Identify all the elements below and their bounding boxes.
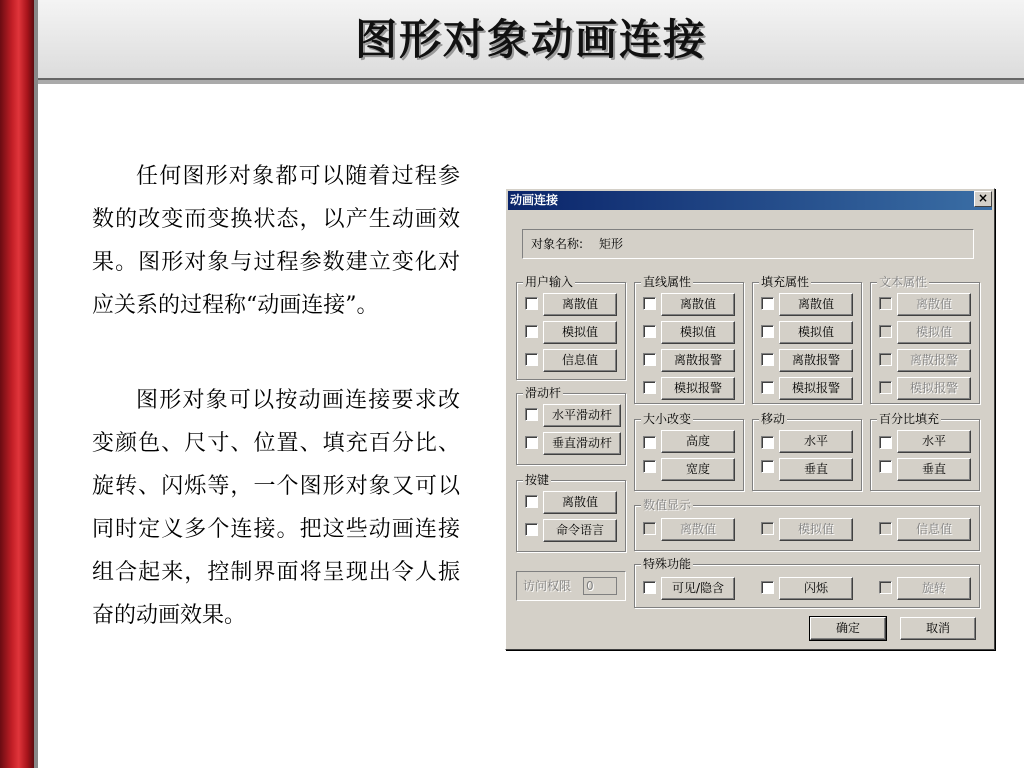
checkbox: [879, 522, 892, 535]
group-slider: [516, 386, 626, 465]
group-line-attr: [634, 275, 744, 404]
group-label: 填充属性: [761, 275, 810, 289]
checkbox[interactable]: [643, 325, 656, 338]
display-info-button: 信息值: [897, 518, 971, 541]
vertical-slider-button[interactable]: 垂直滑动杆: [543, 432, 621, 455]
slide-title-bar: [38, 0, 1024, 80]
object-name-label: 对象名称:: [531, 237, 584, 251]
group-label: 直线属性: [643, 275, 692, 289]
checkbox[interactable]: [879, 460, 892, 473]
checkbox[interactable]: [643, 460, 656, 473]
checkbox: [761, 522, 774, 535]
fill-horizontal-button[interactable]: 水平: [897, 430, 971, 453]
horizontal-slider-button[interactable]: 水平滑动杆: [543, 404, 621, 427]
key-discrete-button[interactable]: 离散值: [543, 491, 617, 514]
group-label: 用户输入: [525, 275, 574, 289]
checkbox[interactable]: [643, 581, 656, 594]
group-user-input: [516, 275, 626, 380]
rotate-button: 旋转: [897, 577, 971, 600]
fill-analog-button[interactable]: 模拟值: [779, 321, 853, 344]
fill-discrete-button[interactable]: 离散值: [779, 293, 853, 316]
access-label: 访问权限: [523, 579, 572, 593]
text-analog-alarm-button: 模拟报警: [897, 377, 971, 400]
line-discrete-alarm-button[interactable]: 离散报警: [661, 349, 735, 372]
object-name-box: [522, 229, 974, 259]
slide-title: 图形对象动画连接: [354, 15, 707, 64]
fill-vertical-button[interactable]: 垂直: [897, 458, 971, 481]
group-size-change: [634, 412, 744, 491]
checkbox[interactable]: [525, 523, 538, 536]
group-label: 百分比填充: [879, 412, 940, 426]
checkbox[interactable]: [643, 353, 656, 366]
close-icon[interactable]: ×: [974, 191, 992, 207]
checkbox[interactable]: [525, 325, 538, 338]
checkbox[interactable]: [761, 325, 774, 338]
group-label: 大小改变: [643, 412, 692, 426]
group-percent-fill: [870, 412, 980, 491]
paragraph-2: 图形对象可以按动画连接要求改变颜色、尺寸、位置、填充百分比、旋转、闪烁等，一个图形对象又可以同时定义多个连接。把这些动画连接组合起来，控制界面将呈现出令人振奋的动画效果。: [92, 388, 460, 628]
checkbox: [643, 522, 656, 535]
group-keys: [516, 473, 626, 552]
text-analog-button: 模拟值: [897, 321, 971, 344]
sidebar-divider: [34, 0, 38, 768]
user-input-discrete-button[interactable]: 离散值: [543, 293, 617, 316]
group-label: 文本属性: [879, 275, 928, 289]
ok-button[interactable]: 确定: [810, 617, 886, 640]
user-input-analog-button[interactable]: 模拟值: [543, 321, 617, 344]
checkbox[interactable]: [761, 353, 774, 366]
access-box: [516, 571, 626, 601]
checkbox[interactable]: [761, 297, 774, 310]
group-label: 数值显示: [643, 498, 692, 512]
group-move: [752, 412, 862, 491]
line-analog-alarm-button[interactable]: 模拟报警: [661, 377, 735, 400]
checkbox[interactable]: [643, 381, 656, 394]
move-horizontal-button[interactable]: 水平: [779, 430, 853, 453]
group-label: 移动: [761, 412, 786, 426]
paragraph-1: 任何图形对象都可以随着过程参数的改变而变换状态，以产生动画效果。图形对象与过程参数建立变化对应关系的过程称“动画连接”。: [92, 164, 460, 318]
group-label: 特殊功能: [643, 557, 692, 571]
checkbox: [879, 353, 892, 366]
group-fill-attr: [752, 275, 862, 404]
checkbox[interactable]: [879, 436, 892, 449]
cancel-button[interactable]: 取消: [900, 617, 976, 640]
checkbox[interactable]: [525, 408, 538, 421]
display-analog-button: 模拟值: [779, 518, 853, 541]
red-sidebar-decoration: [0, 0, 34, 768]
checkbox[interactable]: [761, 581, 774, 594]
checkbox[interactable]: [761, 381, 774, 394]
group-value-display: [634, 498, 980, 551]
dialog-title: 动画连接: [510, 193, 559, 207]
blink-button[interactable]: 闪烁: [779, 577, 853, 600]
checkbox: [879, 297, 892, 310]
checkbox[interactable]: [525, 495, 538, 508]
height-button[interactable]: 高度: [661, 430, 735, 453]
checkbox[interactable]: [643, 436, 656, 449]
command-language-button[interactable]: 命令语言: [543, 519, 617, 542]
checkbox[interactable]: [761, 460, 774, 473]
checkbox[interactable]: [525, 436, 538, 449]
fill-discrete-alarm-button[interactable]: 离散报警: [779, 349, 853, 372]
visible-hidden-button[interactable]: 可见/隐含: [661, 577, 735, 600]
access-input: 0: [583, 577, 617, 595]
group-special: [634, 557, 980, 608]
display-discrete-button: 离散值: [661, 518, 735, 541]
checkbox[interactable]: [643, 297, 656, 310]
line-discrete-button[interactable]: 离散值: [661, 293, 735, 316]
text-discrete-button: 离散值: [897, 293, 971, 316]
animation-link-dialog: [505, 188, 995, 650]
group-text-attr: [870, 275, 980, 404]
checkbox[interactable]: [525, 297, 538, 310]
text-discrete-alarm-button: 离散报警: [897, 349, 971, 372]
user-input-info-button[interactable]: 信息值: [543, 349, 617, 372]
move-vertical-button[interactable]: 垂直: [779, 458, 853, 481]
checkbox: [879, 381, 892, 394]
checkbox: [879, 325, 892, 338]
checkbox[interactable]: [525, 353, 538, 366]
object-name-value: 矩形: [599, 237, 624, 251]
width-button[interactable]: 宽度: [661, 458, 735, 481]
checkbox[interactable]: [761, 436, 774, 449]
group-label: 滑动杆: [525, 386, 562, 400]
line-analog-button[interactable]: 模拟值: [661, 321, 735, 344]
group-label: 按键: [525, 473, 550, 487]
checkbox: [879, 581, 892, 594]
dialog-titlebar: [508, 191, 992, 210]
fill-analog-alarm-button[interactable]: 模拟报警: [779, 377, 853, 400]
